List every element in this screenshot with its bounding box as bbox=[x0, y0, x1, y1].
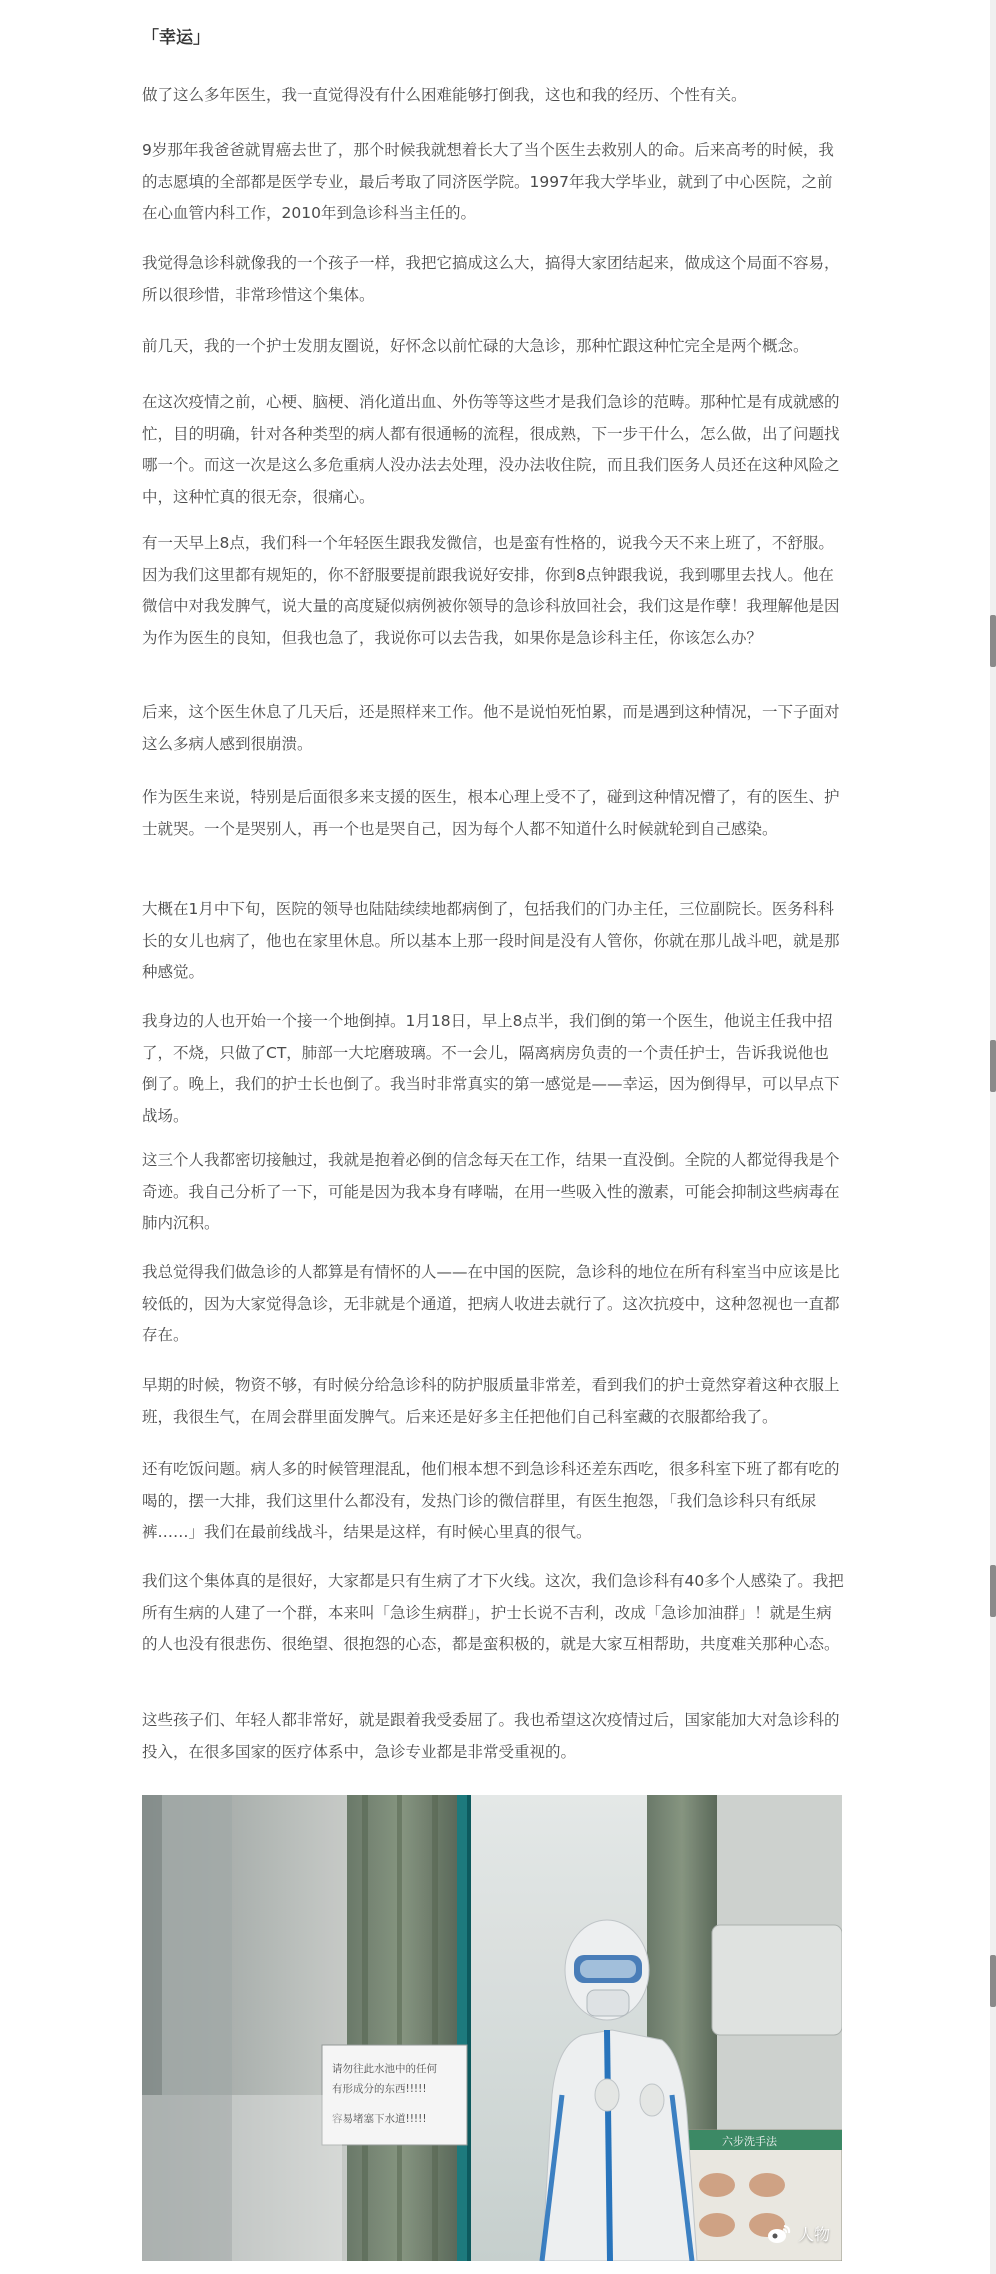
paragraph-9: 大概在1月中下旬，医院的领导也陆陆续续地都病倒了，包括我们的门办主任，三位副院长。医务科科长的女儿也病了，他也在家里休息。所以基本上那一段时间是没有人管你，你就在那儿战斗吧，就是那种感觉。 bbox=[142, 900, 840, 981]
paragraph-2: 9岁那年我爸爸就胃癌去世了，那个时候我就想着长大了当个医生去救别人的命。后来高考的时候，我的志愿填的全部都是医学专业，最后考取了同济医学院。1997年我大学毕业，就到了中心医院，之前在心血管内科工作，2010年到急诊科当主任的。 bbox=[142, 141, 834, 222]
paragraph-10: 我身边的人也开始一个接一个地倒掉。1月18日，早上8点半，我们倒的第一个医生，他说主任我中招了，不烧，只做了CT，肺部一大坨磨玻璃。不一会儿，隔离病房负责的一个责任护士，告诉我说他也倒了。晚上，我们的护士长也倒了。我当时非常真实的第一感觉是——幸运，因为倒得早，可以早点下战场。 bbox=[142, 1012, 840, 1125]
paragraph-16: 这些孩子们、年轻人都非常好，就是跟着我受委屈了。我也希望这次疫情过后，国家能加大对急诊科的投入，在很多国家的医疗体系中，急诊专业都是非常受重视的。 bbox=[142, 1711, 840, 1761]
scroll-thumb-4[interactable] bbox=[990, 1955, 996, 2007]
sign-line-2: 有形成分的东西!!!!! bbox=[332, 2083, 427, 2095]
paragraph-7: 后来，这个医生休息了几天后，还是照样来工作。他不是说怕死怕累，而是遇到这种情况，一下子面对这么多病人感到很崩溃。 bbox=[142, 703, 840, 753]
weibo-icon bbox=[766, 2223, 792, 2245]
paragraph-5: 在这次疫情之前，心梗、脑梗、消化道出血、外伤等等这些才是我们急诊的范畴。那种忙是有成就感的忙，目的明确，针对各种类型的病人都有很通畅的流程，很成熟，下一步干什么，怎么做，出了问题找哪一个。而这一次是这么多危重病人没办法去处理，没办法收住院，而且我们医务人员还在这种风险之中，这种忙真的很无奈，很痛心。 bbox=[142, 393, 840, 506]
page-scrollbar[interactable] bbox=[990, 0, 996, 2274]
poster-title: 六步洗手法 bbox=[722, 2135, 777, 2148]
scroll-thumb-2[interactable] bbox=[990, 1040, 996, 1092]
article-photo bbox=[142, 1795, 842, 2261]
scroll-thumb-1[interactable] bbox=[990, 615, 996, 667]
paragraph-11: 这三个人我都密切接触过，我就是抱着必倒的信念每天在工作，结果一直没倒。全院的人都觉得我是个奇迹。我自己分析了一下，可能是因为我本身有哮喘，在用一些吸入性的激素，可能会抑制这些病毒在肺内沉积。 bbox=[142, 1151, 840, 1232]
photo-illustration bbox=[142, 1795, 842, 2261]
paragraph-6: 有一天早上8点，我们科一个年轻医生跟我发微信，也是蛮有性格的，说我今天不来上班了，不舒服。因为我们这里都有规矩的，你不舒服要提前跟我说好安排，你到8点钟跟我说，我到哪里去找人。他在微信中对我发脾气，说大量的高度疑似病例被你领导的急诊科放回社会，我们这是作孽！我理解他是因为作为医生的良知，但我也急了，我说你可以去告我，如果你是急诊科主任，你该怎么办？ bbox=[142, 534, 840, 647]
paragraph-12: 我总觉得我们做急诊的人都算是有情怀的人——在中国的医院，急诊科的地位在所有科室当中应该是比较低的，因为大家觉得急诊，无非就是个通道，把病人收进去就行了。这次抗疫中，这种忽视也一直都存在。 bbox=[142, 1263, 840, 1344]
photo-watermark bbox=[766, 2222, 830, 2245]
scroll-thumb-3[interactable] bbox=[990, 1565, 996, 1617]
paragraph-1: 做了这么多年医生，我一直觉得没有什么困难能够打倒我，这也和我的经历、个性有关。 bbox=[142, 86, 747, 104]
paragraph-4: 前几天，我的一个护士发朋友圈说，好怀念以前忙碌的大急诊，那种忙跟这种忙完全是两个概念。 bbox=[142, 337, 809, 355]
paragraph-13: 早期的时候，物资不够，有时候分给急诊科的防护服质量非常差，看到我们的护士竟然穿着这种衣服上班，我很生气，在周会群里面发脾气。后来还是好多主任把他们自己科室藏的衣服都给我了。 bbox=[142, 1376, 840, 1426]
watermark-text: 人物 bbox=[797, 2225, 830, 2244]
paragraph-8: 作为医生来说，特别是后面很多来支援的医生，根本心理上受不了，碰到这种情况懵了，有的医生、护士就哭。一个是哭别人，再一个也是哭自己，因为每个人都不知道什么时候就轮到自己感染。 bbox=[142, 788, 840, 838]
section-heading: 「幸运」 bbox=[142, 28, 210, 48]
sign-line-3: 容易堵塞下水道!!!!! bbox=[332, 2113, 427, 2125]
paragraph-14: 还有吃饭问题。病人多的时候管理混乱，他们根本想不到急诊科还差东西吃，很多科室下班了都有吃的喝的，摆一大排，我们这里什么都没有，发热门诊的微信群里，有医生抱怨，「我们急诊科只有纸尿裤……」我们在最前线战斗，结果是这样，有时候心里真的很气。 bbox=[142, 1460, 840, 1541]
sign-line-1: 请勿往此水池中的任何 bbox=[332, 2063, 437, 2075]
paragraph-15: 我们这个集体真的是很好，大家都是只有生病了才下火线。这次，我们急诊科有40多个人感染了。我把所有生病的人建了一个群，本来叫「急诊生病群」，护士长说不吉利，改成「急诊加油群」！就是生病的人也没有很悲伤、很绝望、很抱怨的心态，都是蛮积极的，就是大家互相帮助，共度难关那种心态。 bbox=[142, 1572, 844, 1653]
paragraph-3: 我觉得急诊科就像我的一个孩子一样，我把它搞成这么大，搞得大家团结起来，做成这个局面不容易，所以很珍惜，非常珍惜这个集体。 bbox=[142, 254, 840, 304]
